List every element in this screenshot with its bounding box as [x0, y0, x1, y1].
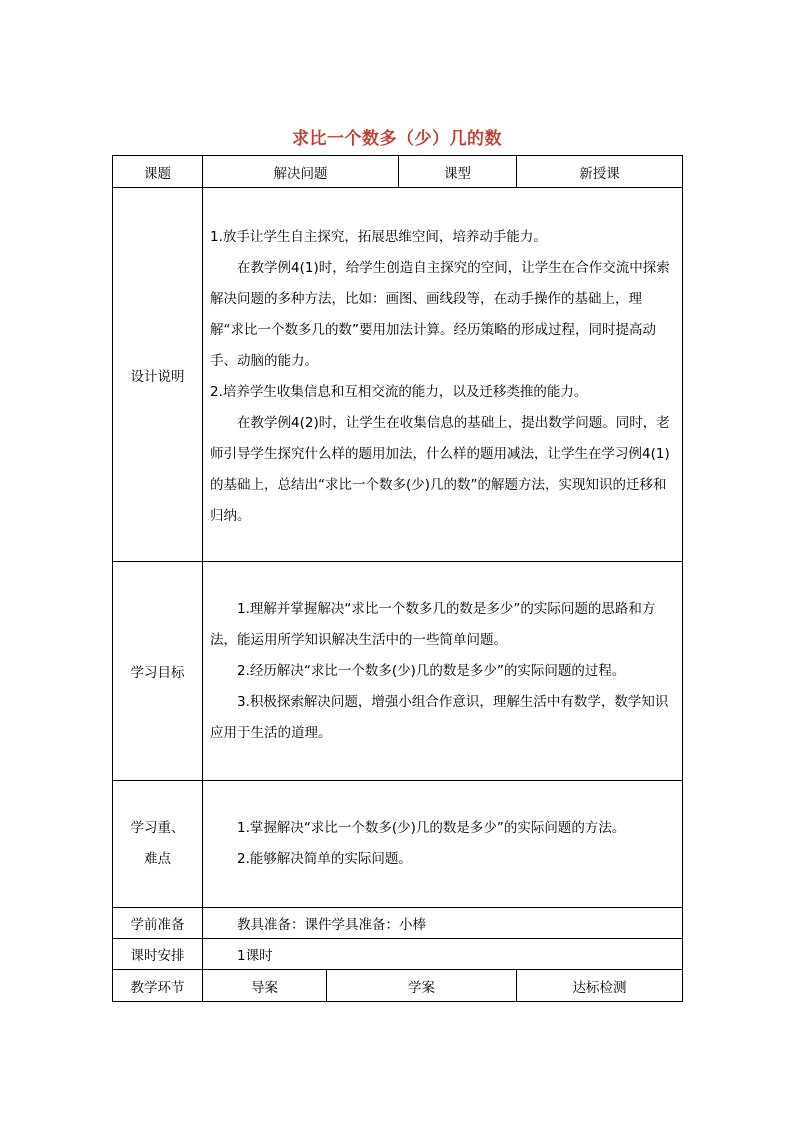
design-paragraph-1: 1.放手让学生自主探究，拓展思维空间，培养动手能力。	[210, 229, 547, 245]
goals-label: 学习目标	[113, 562, 203, 781]
header-row	[113, 156, 683, 188]
page-title: 求比一个数多（少）几的数	[292, 129, 502, 149]
goals-paragraph-2: 2.经历解决“求比一个数多(少)几的数是多少”的实际问题的过程。	[237, 662, 626, 679]
stages-study: 学案	[327, 970, 517, 1002]
design-paragraph-4: 在教学例4(2)时，让学生在收集信息的基础上，提出数学问题。同时，老师引导学生探究什么样的题用加法，什么样的题用减法，让学生在学习例4(1)的基础上，总结出“求比一个数多(少)几的数”的解题方法，实现知识的迁移和归纳。	[210, 415, 670, 524]
goals-paragraph-3: 3.积极探索解决问题，增强小组合作意识，理解生活中有数学，数学知识应用于生活的道理。	[210, 693, 669, 741]
header-type-value: 新授课	[517, 156, 683, 188]
key-points-label-line-1: 学习重、	[130, 820, 185, 836]
stages-label: 教学环节	[113, 970, 203, 1002]
header-topic-value: 解决问题	[203, 156, 399, 188]
schedule-label: 课时安排	[113, 939, 203, 970]
header-type-label: 课型	[399, 156, 517, 188]
schedule-row	[113, 939, 683, 970]
key-points-row	[113, 781, 683, 908]
header-topic-label: 课题	[113, 156, 203, 188]
stages-guide: 导案	[203, 970, 327, 1002]
stages-test: 达标检测	[517, 970, 683, 1002]
lesson-plan-table	[112, 155, 683, 1002]
prep-row	[113, 908, 683, 939]
goals-paragraph-1: 1.理解并掌握解决“求比一个数多几的数是多少”的实际问题的思路和方法，能运用所学知识解决生活中的一些简单问题。	[210, 600, 656, 648]
key-points-paragraph-1: 1.掌握解决“求比一个数多(少)几的数是多少”的实际问题的方法。	[237, 820, 626, 836]
goals-row	[113, 562, 683, 781]
key-points-content	[203, 781, 683, 908]
design-label: 设计说明	[113, 188, 203, 562]
stages-row	[113, 970, 683, 1002]
design-content	[203, 188, 683, 562]
design-paragraph-2: 在教学例4(1)时，给学生创造自主探究的空间，让学生在合作交流中探索解决问题的多种方法，比如：画图、画线段等，在动手操作的基础上，理解“求比一个数多几的数”要用加法计算。经历策略的形成过程，同时提高动手、动脑的能力。	[210, 260, 670, 369]
prep-value: 教具准备：课件学具准备：小棒	[203, 908, 683, 939]
design-row	[113, 188, 683, 562]
design-paragraph-3: 2.培养学生收集信息和互相交流的能力，以及迁移类推的能力。	[210, 384, 588, 400]
schedule-value: 1课时	[203, 939, 683, 970]
goals-content	[203, 562, 683, 781]
prep-label: 学前准备	[113, 908, 203, 939]
key-points-paragraph-2: 2.能够解决简单的实际问题。	[237, 851, 412, 867]
key-points-label-line-2: 难点	[144, 851, 171, 867]
key-points-label	[113, 781, 203, 908]
